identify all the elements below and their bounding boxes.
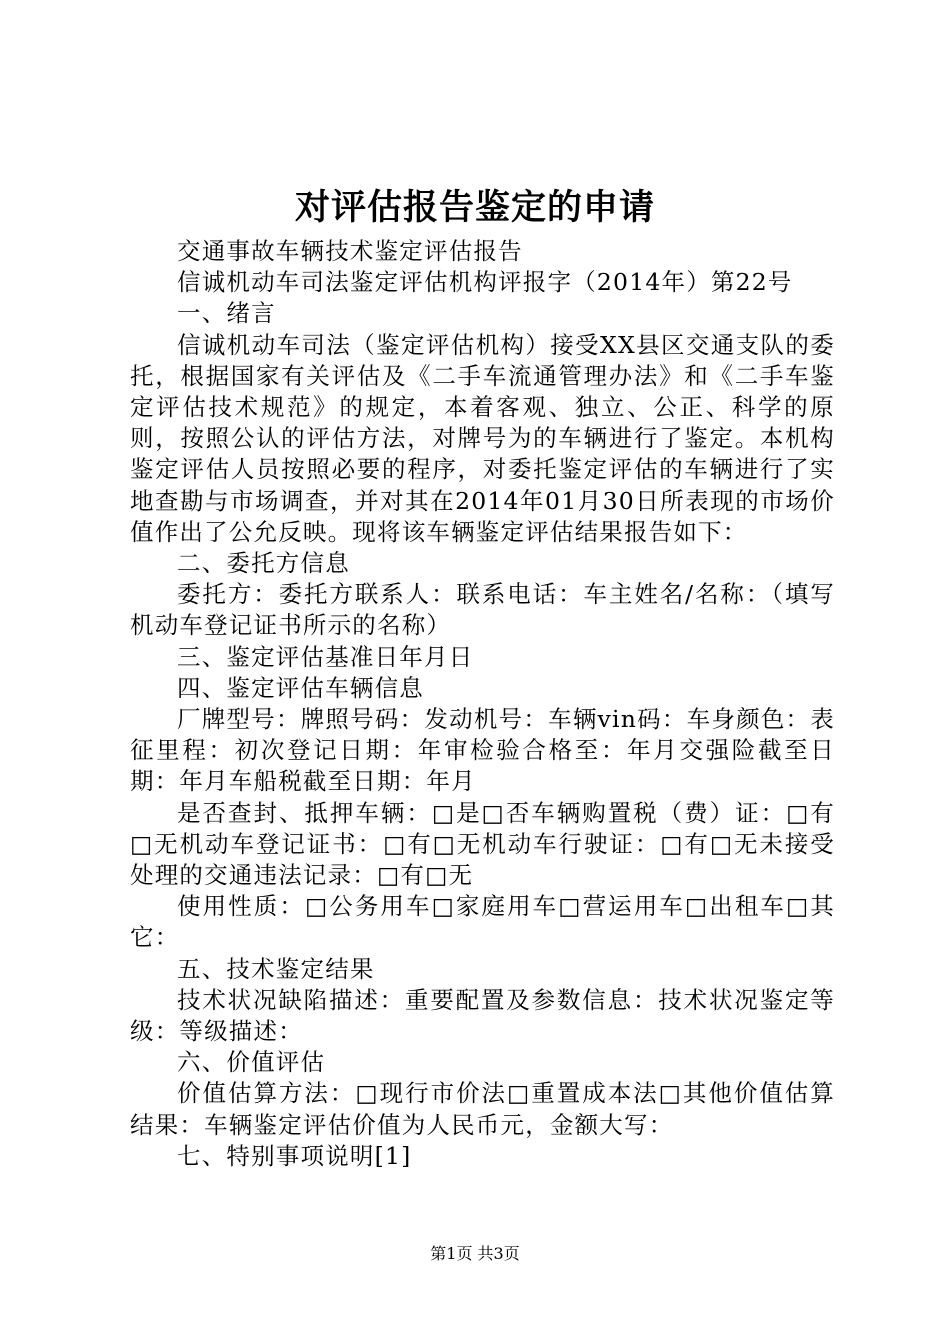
paragraph-vehicle-status: 是否查封、抵押车辆：□是□否车辆购置税（费）证：□有□无机动车登记证书：□有□无机动车行驶证：□有□无未接受处理的交通违法记录：□有□无: [130, 798, 835, 890]
paragraph-introduction: 信诚机动车司法（鉴定评估机构）接受XX县区交通支队的委托，根据国家有关评估及《二手车流通管理办法》和《二手车鉴定评估技术规范》的规定，本着客观、独立、公正、科学的原则，按照公认的评估方法，对牌号为的车辆进行了鉴定。本机构鉴定评估人员按照必要的程序，对委托鉴定评估的车辆进行了实地查勘与市场调查，并对其在2014年01月30日所表现的市场价值作出了公允反映。现将该车辆鉴定评估结果报告如下：: [130, 330, 835, 546]
paragraph-valuation: 价值估算方法：□现行市价法□重置成本法□其他价值估算结果：车辆鉴定评估价值为人民币元，金额大写：: [130, 1079, 835, 1139]
section-heading-special-notes: 七、特别事项说明[1]: [177, 1141, 412, 1170]
paragraph-client-info: 委托方：委托方联系人：联系电话：车主姓名/名称：（填写机动车登记证书所示的名称）: [130, 580, 835, 640]
section-heading-technical-result: 五、技术鉴定结果: [177, 954, 375, 983]
document-body: [130, 236, 835, 1172]
section-heading-client-info: 二、委托方信息: [177, 549, 350, 578]
page-footer: 第1页 共3页: [430, 1244, 520, 1263]
section-heading-vehicle-info: 四、鉴定评估车辆信息: [177, 673, 424, 702]
paragraph-usage-type: 使用性质：□公务用车□家庭用车□营运用车□出租车□其它：: [130, 892, 835, 952]
paragraph-report-name: 交通事故车辆技术鉴定评估报告: [177, 237, 523, 265]
paragraph-vehicle-info: 厂牌型号：牌照号码：发动机号：车辆vin码：车身颜色：表征里程：初次登记日期：年审检验合格至：年月交强险截至日期：年月车船税截至日期：年月: [130, 705, 835, 796]
section-heading-base-date: 三、鉴定评估基准日年月日: [177, 642, 474, 671]
section-heading-valuation: 六、价值评估: [177, 1048, 326, 1077]
page-title: 对评估报告鉴定的申请: [294, 187, 655, 228]
section-heading-introduction: 一、绪言: [177, 299, 276, 328]
paragraph-technical-result: 技术状况缺陷描述：重要配置及参数信息：技术状况鉴定等级：等级描述：: [130, 985, 835, 1046]
paragraph-report-number: 信诚机动车司法鉴定评估机构评报字（2014年）第22号: [177, 268, 793, 297]
